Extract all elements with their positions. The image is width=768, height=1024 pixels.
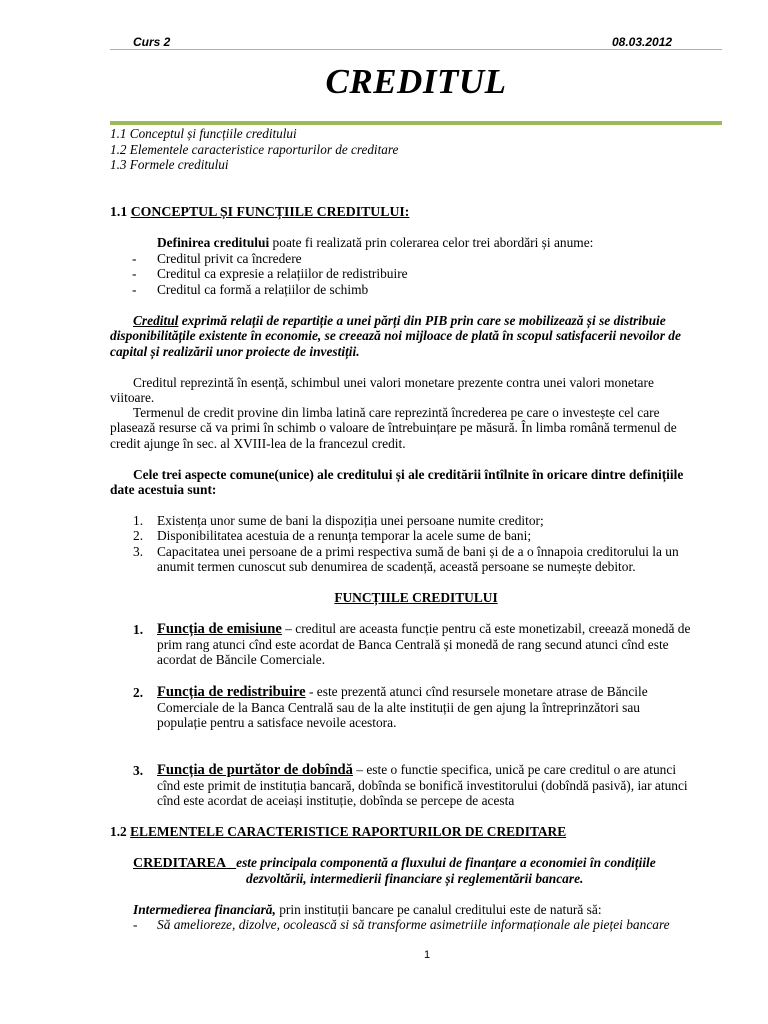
definition-line: disponibilitățile existente în economie, se creează noi mijloace de plată în scopul satisfacerii nevoilor de — [110, 328, 681, 343]
page-title: CREDITUL — [325, 62, 507, 101]
function-text: – este o functie specifica, unică pe care creditul o are atunci — [352, 762, 677, 777]
function-line: populație pentru a satisface nevoile acestora. — [157, 715, 397, 730]
paragraph-line: viitoare. — [110, 390, 155, 405]
list-item: Existența unor sume de bani la dispoziția unei persoane numite creditor; — [157, 513, 544, 528]
definition-text: exprimă relații de repartiție a unei părți din PIB prin care se mobilizează și se distribuie — [178, 313, 666, 328]
function-line: cînd este acordat de aceiași instituție, dobînda se percepe de acesta — [157, 793, 515, 808]
list-number: 2. — [133, 528, 144, 543]
function-name: Funcția de emisiune — [157, 621, 282, 637]
function-name: Funcția de redistribuire — [157, 684, 306, 700]
section-number: 1.1 — [110, 204, 128, 219]
header-date: 08.03.2012 — [612, 35, 673, 49]
list-item: Creditul privit ca încredere — [157, 251, 302, 266]
intermediere-line — [133, 902, 602, 918]
function-line: acordat de Băncile Comerciale. — [157, 652, 326, 667]
definition-line — [133, 313, 666, 329]
list-number: 1. — [133, 513, 144, 528]
function-text: – creditul are aceasta funcție pentru că este monetizabil, creează monedă de — [281, 621, 691, 636]
intermediere-term: Intermedierea financiară, — [133, 902, 276, 917]
aspects-intro: date acestuia sunt: — [110, 482, 217, 497]
function-line: cînd este primit de instituția bancară, dobînda se bonifică investitorului (dobîndă pasivă), iar atunci — [157, 778, 688, 793]
function-item — [157, 762, 676, 779]
creditarea-term: CREDITAREA — [133, 856, 227, 871]
page-number: 1 — [424, 949, 431, 961]
functions-heading — [110, 590, 722, 606]
list-item-continuation: anumit termen cunoscut sub denumirea de scadență, această persoane se numește debitor. — [157, 559, 636, 574]
toc-item: 1.2 Elementele caracteristice raporturilor de creditare — [110, 141, 399, 157]
section-heading — [110, 824, 566, 840]
list-item: Disponibilitatea acestuia de a renunța temporar la acele sume de bani; — [157, 528, 532, 543]
definirea-text: poate fi realizată prin colerarea celor trei abordări și anume: — [269, 235, 594, 250]
creditarea-line — [133, 855, 656, 872]
table-of-contents — [110, 126, 398, 173]
list-item: Capacitatea unei persoane de a primi respectiva sumă de bani și de a o înnapoia creditorului la un — [157, 544, 679, 559]
list-number: 3. — [133, 544, 144, 559]
list-item: Creditul ca formă a relațiilor de schimb — [157, 282, 369, 297]
header-course: Curs 2 — [133, 35, 171, 49]
definirea-paragraph — [157, 235, 593, 251]
list-bullet: - — [132, 251, 137, 266]
function-item — [157, 684, 648, 701]
definirea-term: Definirea creditului — [157, 235, 270, 250]
section-heading — [110, 204, 409, 220]
list-item: Creditul ca expresie a relațiilor de redistribuire — [157, 266, 408, 281]
toc-item: 1.1 Conceptul și funcțiile creditului — [110, 126, 297, 141]
function-item — [157, 621, 690, 638]
toc-item: 1.3 Formele creditului — [110, 157, 229, 172]
functions-heading-text: FUNCȚIILE CREDITULUI — [334, 590, 498, 605]
list-bullet: - — [132, 282, 137, 297]
list-item: Să amelioreze, dizolve, ocolească si să transforme asimetriile informaționale ale pieței bancare — [157, 917, 670, 932]
function-text: - este prezentă atunci cînd resursele monetare atrase de Băncile — [305, 684, 648, 699]
section-title: ELEMENTELE CARACTERISTICE RAPORTURILOR DE CREDITARE — [130, 824, 567, 839]
list-bullet: - — [132, 266, 137, 281]
function-line: Comerciale de la Banca Centrală sau de la alte instituții de gen ajung la întreprinzători sau — [157, 700, 640, 715]
creditarea-line: dezvoltării, intermedierii financiare și reglementării bancare. — [246, 871, 584, 886]
list-bullet: - — [133, 917, 138, 932]
list-number: 1. — [133, 622, 144, 637]
definition-line: capital și realizării unor proiecte de investiții. — [110, 344, 360, 359]
section-title: CONCEPTUL ȘI FUNCȚIILE CREDITULUI: — [130, 204, 410, 219]
intermediere-text: prin instituții bancare pe canalul creditului este de natură să: — [275, 902, 602, 917]
aspects-intro: Cele trei aspecte comune(unice) ale creditului și ale creditării întîlnite în oricare dintre definițiile — [133, 467, 684, 482]
section-number: 1.2 — [110, 824, 127, 839]
list-number: 3. — [133, 763, 144, 778]
paragraph-line: Creditul reprezintă în esență, schimbul unei valori monetare prezente contra unei valori monetare — [133, 375, 654, 390]
definition-term: Creditul — [133, 313, 179, 328]
header-rule — [110, 49, 722, 50]
paragraph-line: Termenul de credit provine din limba latină care reprezintă încrederea pe care o investește cel care — [133, 405, 660, 420]
paragraph-line: credit ajunge în sec. al XVIII-lea de la francezul credit. — [110, 436, 406, 451]
list-number: 2. — [133, 685, 144, 700]
function-name: Funcția de purtător de dobîndă — [157, 762, 353, 778]
paragraph-line: plasează resurse că va primi în schimb o valoare de întrebuințare pe măsură. În limba română termenul de — [110, 420, 677, 435]
function-line: prim rang atunci cînd este acordat de Banca Centrală și monedă de rang secund atunci cînd este — [157, 637, 669, 652]
title-rule — [110, 121, 722, 125]
creditarea-text: este principala componentă a fluxului de finanțare a economiei în condițiile — [236, 855, 656, 870]
